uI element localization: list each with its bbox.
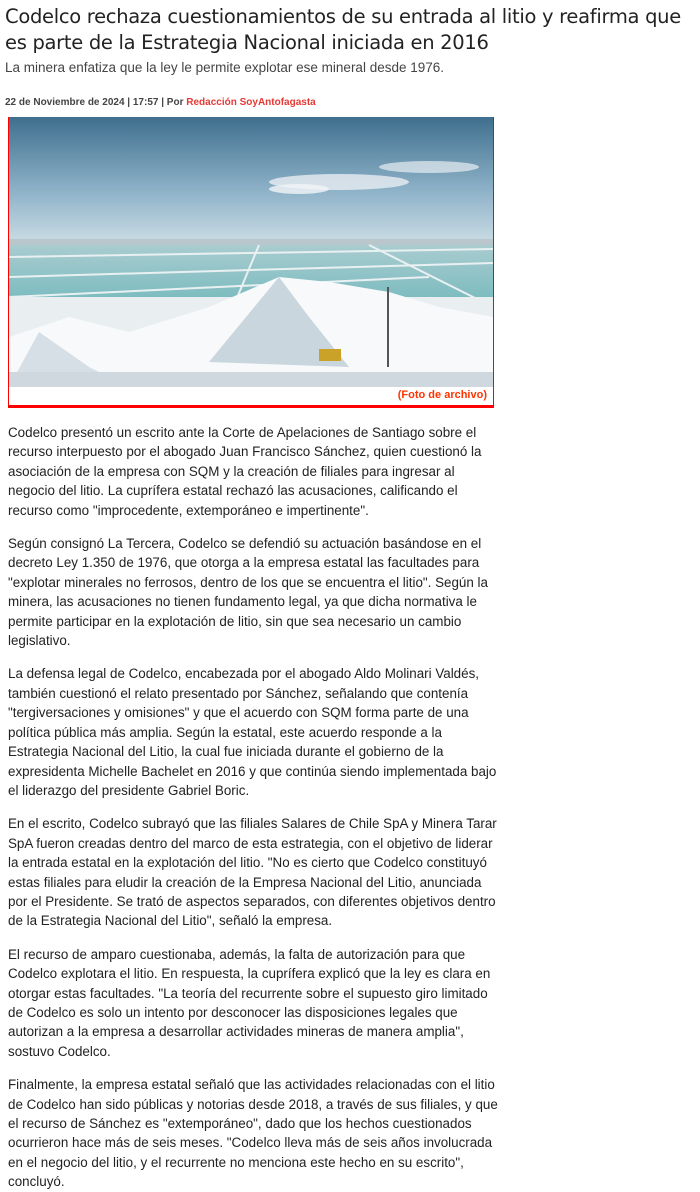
article-body (8, 423, 498, 1192)
article-meta (5, 97, 700, 108)
date-time: 22 de Noviembre de 2024 | 17:57 | Por (5, 97, 187, 108)
author-link[interactable]: Redacción SoyAntofagasta (186, 97, 316, 108)
article-figure (8, 117, 494, 408)
paragraph: La defensa legal de Codelco, encabezada por el abogado Aldo Molinari Valdés, también cuestionó el relato presentado por Sánchez, señalando que contenía "tergiversaciones y omisiones" y que el acuerdo con SQM forma parte de una política pública más amplia. Según la estatal, este acuerdo responde a la Estrategia Nacional del Litio, la cual fue iniciada durante el gobierno de la expresidenta Michelle Bachelet en 2016 y que continúa siendo implementada bajo el liderazgo del presidente Gabriel Boric. (8, 666, 497, 798)
article-title: Codelco rechaza cuestionamientos de su entrada al litio y reafirma que es parte de la Estrategia Nacional iniciada en 2016 (5, 5, 681, 54)
salt-flat-photo (9, 117, 493, 387)
article-subtitle: La minera enfatiza que la ley le permite explotar ese mineral desde 1976. (5, 60, 445, 75)
paragraph: El recurso de amparo cuestionaba, además, la falta de autorización para que Codelco explotara el litio. En respuesta, la cuprífera explicó que la ley es clara en otorgar estas facultades. "La teoría del recurrente sobre el supuesto giro limitado de Codelco es solo un intento por desconocer las disposiciones legales que autorizan a la empresa a desarrollar actividades mineras de manera amplia", sostuvo Codelco. (8, 946, 491, 1059)
paragraph: Codelco presentó un escrito ante la Corte de Apelaciones de Santiago sobre el recurso interpuesto por el abogado Juan Francisco Sánchez, quien cuestionó la asociación de la empresa con SQM y la creación de filiales para ingresar al negocio del litio. La cuprífera estatal rechazó las acusaciones, calificando el recurso como "improcedente, extemporáneo e impertinente". (8, 425, 482, 518)
photo-caption: (Foto de archivo) (397, 389, 487, 401)
paragraph: Finalmente, la empresa estatal señaló que las actividades relacionadas con el litio de Codelco han sido públicas y notorias desde 2018, a través de sus filiales, y que el recurso de Sánchez es "extemporáneo", dado que los hechos cuestionados ocurrieron hace más de seis meses. "Codelco lleva más de seis años involucrada en el negocio del litio, y el recurrente no menciona este hecho en su escrito", concluyó. (8, 1077, 498, 1190)
paragraph: Según consignó La Tercera, Codelco se defendió su actuación basándose en el decreto Ley 1.350 de 1976, que otorga a la empresa estatal las facultades para "explotar minerales no ferrosos, dentro de los que se encuentra el litio". Según la minera, las acusaciones no tienen fundamento legal, ya que dicha normativa le permite participar en la explotación de litio, sin que sea necesario un cambio legislativo. (8, 536, 488, 649)
paragraph: En el escrito, Codelco subrayó que las filiales Salares de Chile SpA y Minera Tarar SpA fueron creadas dentro del marco de esta estrategia, con el objetivo de liderar la entrada estatal en la explotación del litio. "No es cierto que Codelco constituyó estas filiales para eludir la creación de la Empresa Nacional del Litio, anunciada por el Presidente. Se trató de aspectos separados, con diferentes objetivos dentro de la Estrategia Nacional del Litio", señaló la empresa. (8, 816, 497, 929)
